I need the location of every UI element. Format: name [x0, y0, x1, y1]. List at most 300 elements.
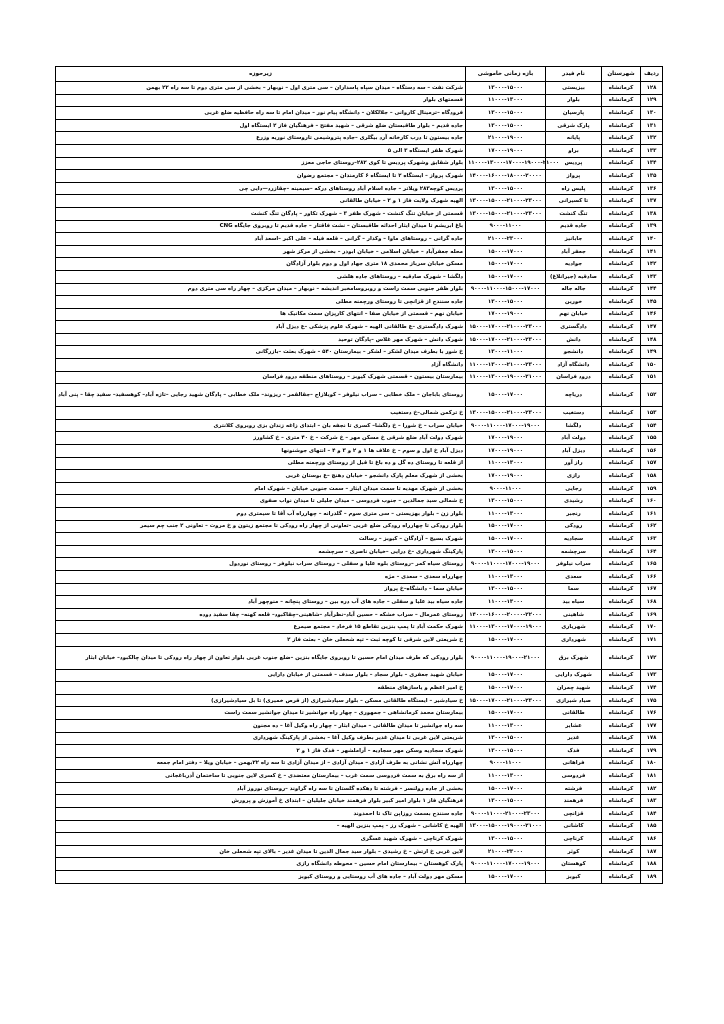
- table-row: [56, 220, 663, 233]
- cell-area: بلوار ظفر جنوبی سمت راست و روبروسامخبر اندیشه – نوبهار – میدان مرکزی – چهار راه سی متری دوم: [56, 283, 466, 296]
- cell-feeder: جاده قدیم: [546, 220, 602, 233]
- cell-area: سه راه جوانشیر تا میدان طالقانی – میدان ابثار – چهار راه وکیل آغا – ده مجنون: [56, 719, 466, 732]
- cell-time: ۱۳۰۰۰-۱۵۰۰۰: [466, 583, 546, 596]
- cell-time: ۱۷۰۰۰-۱۹۰۰۰: [466, 308, 546, 321]
- cell-area: پارکینگ شهرداری –خ درایی –خیابان ناصری – سرچشمه: [56, 545, 466, 558]
- cell-index: ۱۷۴: [641, 682, 663, 695]
- cell-time: ۲۱۰۰۰-۱۹۰۰۰: [466, 132, 546, 145]
- cell-time: ۱۷۰۰۰-۱۹۰۰۰: [466, 144, 546, 157]
- cell-area: شریعتی لاین غربی تا میدان غدیر بطرف وکیل آغا – بخشی از پارکینگ شهرداری: [56, 732, 466, 745]
- cell-area: الهیه شهرک ولایت فاز ۱ و ۲ – خیابان طالقانی: [56, 195, 466, 208]
- table-row: [56, 333, 663, 346]
- table-row: [56, 207, 663, 220]
- cell-time: ۹۰۰۰-۱۱۰۰۰-۱۷۰۰۰-۱۹۰۰۰: [466, 558, 546, 571]
- table-row: [56, 845, 663, 858]
- cell-area: روستای عمرمال – سراب خشکه – حسین آباد–نظرآباد –شاهینی–چقاکبود– قلعه کهنه– چقا سفید دوده: [56, 608, 466, 621]
- cell-feeder: پایانه: [546, 132, 602, 145]
- cell-feeder: رازی: [546, 470, 602, 483]
- cell-time: ۱۳۰۰۰-۱۵۰۰۰: [466, 296, 546, 309]
- cell-feeder: سما: [546, 583, 602, 596]
- cell-time: ۱۴۰۰۰-۱۶۰۰۰-۲۰۰۰۰-۲۲۰۰۰: [466, 608, 546, 621]
- cell-area: روستای سیاه کمر –روستای بلوه علیا و سفلی – روستای سراب نیلوفر – روستای نوردول: [56, 558, 466, 571]
- cell-feeder: راز آور: [546, 457, 602, 470]
- cell-feeder: پرواز: [546, 170, 602, 183]
- cell-feeder: دانشجو: [546, 346, 602, 359]
- cell-province: کرمانشاه: [602, 245, 641, 258]
- cell-province: کرمانشاه: [602, 220, 641, 233]
- cell-province: کرمانشاه: [602, 170, 641, 183]
- cell-time: ۱۴۰۰۰-۱۶۰۰۰-۱۸۰۰۰-۲۰۰۰۰: [466, 170, 546, 183]
- cell-province: کرمانشاه: [602, 570, 641, 583]
- header-feeder: نام فیدر: [546, 67, 602, 82]
- table-row: [56, 545, 663, 558]
- cell-feeder: تا کسیرانی: [546, 195, 602, 208]
- cell-index: ۱۴۹: [641, 346, 663, 359]
- cell-time: ۱۳۰۰۰-۱۵۰۰۰: [466, 732, 546, 745]
- cell-index: ۱۶۶: [641, 570, 663, 583]
- cell-index: ۱۳۸: [641, 207, 663, 220]
- cell-area: جاده گرانی – روستاهای ماوا – وکدار – گرانی – قلعه فیله – علی اکبر –اسعد آباد: [56, 233, 466, 246]
- cell-area: بلوار شقایق وشهرک پردیس تا کوی ۲۸۲–روستای حاجی معزز: [56, 157, 466, 170]
- table-row: [56, 94, 663, 107]
- cell-index: ۱۵۲: [641, 384, 663, 407]
- cell-area: از قلعه تا روستای ده گل و ده باغ تا قبل از روستای ورچمنه مطلی: [56, 457, 466, 470]
- table-row: [56, 508, 663, 521]
- cell-time: ۱۱۰۰۰-۱۳۰۰۰: [466, 570, 546, 583]
- cell-index: ۱۸۴: [641, 808, 663, 821]
- cell-area: بلوار رودکی که طرف میدان امام حسین تا روبروی جایگاه بنزین –ضلع جنوب غربی بلوار تعاون از چهار راه رودکی تا میدان چالکبود– خیابان ابثار: [56, 646, 466, 669]
- cell-area: جاده قدیم – بلوار طاقبستان ضلع شرقی – شهید مفتح – فرهنگیان فاز ۲ ایستگاه اول: [56, 119, 466, 132]
- cell-province: کرمانشاه: [602, 694, 641, 707]
- cell-province: کرمانشاه: [602, 119, 641, 132]
- cell-time: ۱۷۰۰۰-۱۹۰۰۰: [466, 432, 546, 445]
- cell-province: کرمانشاه: [602, 457, 641, 470]
- cell-index: ۱۶۱: [641, 508, 663, 521]
- cell-index: ۱۳۱: [641, 119, 663, 132]
- table-row: [56, 245, 663, 258]
- cell-area: شهرک کرناچی – شهرک شهید عسگری: [56, 833, 466, 846]
- cell-time: ۱۳۰۰۰-۱۵۰۰۰-۲۱۰۰۰-۲۳۰۰۰: [466, 195, 546, 208]
- cell-feeder: پارسیان: [546, 107, 602, 120]
- table-row: [56, 107, 663, 120]
- table-row: [56, 520, 663, 533]
- cell-index: ۱۸۱: [641, 770, 663, 783]
- cell-index: ۱۲۸: [641, 82, 663, 95]
- table-row: [56, 371, 663, 384]
- cell-index: ۱۳۳: [641, 144, 663, 157]
- cell-feeder: صیاد شیرازی: [546, 694, 602, 707]
- cell-index: ۱۵۳: [641, 407, 663, 420]
- cell-area: شرکت نفت – سه دستگاه – میدان سپاه پاسداران – سی متری اول – نوبهار – بخشی از سی متری دوم تا سه راه ۲۲ بهمن: [56, 82, 466, 95]
- cell-time: ۱۱۰۰۰-۱۳۰۰۰-۱۷۰۰۰-۱۹۰۰۰: [466, 621, 546, 634]
- cell-index: ۱۶۸: [641, 596, 663, 609]
- table-row: [56, 719, 663, 732]
- table-row: [56, 182, 663, 195]
- table-row: [56, 596, 663, 609]
- cell-area: شهرک دولت آباد ضلع شرقی خ مسکن مهر – خ شرکت – خ ۴۰ متری – خ کشاورز: [56, 432, 466, 445]
- cell-index: ۱۷۸: [641, 732, 663, 745]
- cell-province: کرمانشاه: [602, 782, 641, 795]
- cell-province: کرمانشاه: [602, 82, 641, 95]
- cell-area: جاده سنندج از قزانچی تا روستای ورچمنه مطلی: [56, 296, 466, 309]
- cell-index: ۱۸۲: [641, 782, 663, 795]
- cell-time: ۱۵۰۰۰-۱۷۰۰۰-۲۱۰۰۰-۲۳۰۰۰: [466, 321, 546, 334]
- header-area: زیرحوزه: [56, 67, 466, 82]
- table-row: [56, 820, 663, 833]
- table-row: [56, 633, 663, 646]
- cell-area: قسمتی از خیابان تنگ کنشت – شهرک ظفر ۳ – شهرک تکاور – پادگان تنگ کنشت: [56, 207, 466, 220]
- cell-area: دلگشا – شهرک صادقیه – روستاهای جاده هلشی: [56, 270, 466, 283]
- table-row: [56, 646, 663, 669]
- cell-time: ۱۱۰۰۰-۱۳۰۰۰: [466, 770, 546, 783]
- table-row: [56, 482, 663, 495]
- cell-feeder: فراهانی: [546, 757, 602, 770]
- cell-time: ۱۵۰۰۰-۱۷۰۰۰: [466, 384, 546, 407]
- cell-feeder: جاله جاله: [546, 283, 602, 296]
- cell-province: کرمانشاه: [602, 545, 641, 558]
- cell-area: جاده بیستون تا درب کارخانه آرد بیگلری –جاده پتروشیمی تاروستای نوریه وزرع: [56, 132, 466, 145]
- cell-index: ۱۶۷: [641, 583, 663, 596]
- cell-feeder: درود فراسان: [546, 371, 602, 384]
- cell-feeder: سجادیه: [546, 533, 602, 546]
- cell-index: ۱۷۲: [641, 646, 663, 669]
- cell-time: ۱۵۰۰۰-۱۷۰۰۰: [466, 782, 546, 795]
- cell-time: ۱۳۰۰۰-۱۵۰۰۰: [466, 82, 546, 95]
- cell-feeder: فرشته: [546, 782, 602, 795]
- table-row: [56, 321, 663, 334]
- cell-time: ۱۵۰۰۰-۱۷۰۰۰: [466, 707, 546, 720]
- cell-time: ۱۱۰۰۰-۱۳۰۰۰: [466, 457, 546, 470]
- cell-time: ۱۵۰۰۰-۱۷۰۰۰-۲۱۰۰۰-۲۳۰۰۰: [466, 694, 546, 707]
- table-row: [56, 833, 663, 846]
- table-row: [56, 682, 663, 695]
- cell-feeder: بیزیستی: [546, 82, 602, 95]
- cell-index: ۱۷۵: [641, 694, 663, 707]
- cell-province: کرمانشاه: [602, 207, 641, 220]
- cell-province: کرمانشاه: [602, 384, 641, 407]
- cell-feeder: براو: [546, 144, 602, 157]
- cell-province: کرمانشاه: [602, 359, 641, 372]
- cell-feeder: دانش: [546, 333, 602, 346]
- cell-time: ۹۰۰۰-۱۱۰۰۰-۲۱۰۰۰-۲۳۰۰۰: [466, 808, 546, 821]
- cell-area: روستای باباجان – ملک خطابی – سراب نیلوفر – کوبلازاج –جقالقمر – ریزوند– ملک خطابی – پادگان شهید رجایی –تازه آباد– کوهسفید– سفید چقا – پنی آباد: [56, 384, 466, 407]
- cell-area: شهرک حکمت آباد تا پمپ بنزین تقاطع ۱۵ فرخاد – مجتمع صیمرع: [56, 621, 466, 634]
- cell-province: کرمانشاه: [602, 633, 641, 646]
- cell-index: ۱۴۴: [641, 283, 663, 296]
- cell-time: ۹۰۰۰-۱۱۰۰۰: [466, 482, 546, 495]
- cell-index: ۱۸۷: [641, 845, 663, 858]
- cell-index: ۱۶۳: [641, 533, 663, 546]
- cell-feeder: فدک: [546, 745, 602, 758]
- cell-index: ۱۳۴: [641, 157, 663, 170]
- cell-province: کرمانشاه: [602, 508, 641, 521]
- cell-time: ۹۰۰۰-۱۱۰۰۰-۱۵۰۰۰-۱۷۰۰۰: [466, 283, 546, 296]
- cell-province: کرمانشاه: [602, 482, 641, 495]
- header-time: بازه زمانی خاموشی: [466, 67, 546, 82]
- cell-index: ۱۶۰: [641, 495, 663, 508]
- cell-time: ۱۵۰۰۰-۱۷۰۰۰: [466, 245, 546, 258]
- cell-feeder: شهرک برق: [546, 646, 602, 669]
- cell-time: ۱۳۰۰۰-۱۵۰۰۰-۱۹۰۰۰-۲۱۰۰۰: [466, 820, 546, 833]
- table-row: [56, 583, 663, 596]
- cell-area: قسمتهای بلوار: [56, 94, 466, 107]
- cell-area: دیزل آباد خ اول و سوم – خ علاف ها ۱ و ۲ و ۳ و ۴ – انتهای جوشنونها: [56, 445, 466, 458]
- cell-index: ۱۵۶: [641, 445, 663, 458]
- cell-feeder: شاهینی: [546, 608, 602, 621]
- cell-index: ۱۸۵: [641, 820, 663, 833]
- cell-feeder: فرهمند: [546, 795, 602, 808]
- cell-province: کرمانشاه: [602, 195, 641, 208]
- header-index: ردیف: [641, 67, 663, 82]
- table-row: [56, 407, 663, 420]
- cell-area: باغ ابریشم تا میدان ایثار احداثه طاقبستان – نشت فاقتار – جاده قدیم تا روبروی جایگاه CNG: [56, 220, 466, 233]
- table-row: [56, 157, 663, 170]
- cell-feeder: کوهستان: [546, 858, 602, 871]
- outage-schedule-table: [55, 66, 663, 884]
- cell-area: چهارراه آتش نشانی به طرف آزادی – میدان آزادی – از میدان آزادی تا سه راه ۲۲بهمن – خیابان ویلا – دفتر امام جمعه: [56, 757, 466, 770]
- cell-feeder: طالقانی: [546, 707, 602, 720]
- cell-province: کرمانشاه: [602, 558, 641, 571]
- table-row: [56, 621, 663, 634]
- cell-area: خ شور با بطرف میدان لشکر – لشکر – بیمارستان ۵۴۰ – شهرک بعثت –بازرگانی: [56, 346, 466, 359]
- cell-index: ۱۵۱: [641, 371, 663, 384]
- cell-time: ۹۰۰۰-۱۱۰۰۰-۱۷۰۰۰-۱۹۰۰۰: [466, 858, 546, 871]
- cell-feeder: غدیر: [546, 732, 602, 745]
- cell-area: الهیه خ کاشانی – شهرک رز – پمپ بنزین الهیه –: [56, 820, 466, 833]
- cell-area: بخشی از جاده رولنسر – فرشته تا دهکده گلستان تا سه راه گراوند –روستای نوروز آباد: [56, 782, 466, 795]
- table-row: [56, 82, 663, 95]
- cell-index: ۱۴۱: [641, 245, 663, 258]
- cell-province: کرمانشاه: [602, 871, 641, 884]
- cell-feeder: سیاه بید: [546, 596, 602, 609]
- table-row: [56, 419, 663, 432]
- cell-area: پردیس کوچه۲۸۳ ویلاتر – جاده اسلام آباد روستاهای درکه –سیمینه –چقازرد—دایی چی: [56, 182, 466, 195]
- cell-feeder: قزانچی: [546, 808, 602, 821]
- cell-time: ۱۳۰۰۰-۱۵۰۰۰: [466, 495, 546, 508]
- cell-area: خ سیادشیر – ایستگاه طالقانی مسکن – بلوار سیادشیرازی (از قرص خمیری) تا بل سیادشیرازی): [56, 694, 466, 707]
- cell-feeder: جوادیه: [546, 258, 602, 271]
- cell-feeder: دولت آباد: [546, 432, 602, 445]
- cell-time: ۹۰۰۰-۱۱۰۰۰-۱۷۰۰۰-۱۹۰۰۰: [466, 419, 546, 432]
- cell-time: ۱۵۰۰۰-۱۷۰۰۰: [466, 871, 546, 884]
- table-row: [56, 270, 663, 283]
- table-row: [56, 445, 663, 458]
- table-row: [56, 669, 663, 682]
- cell-area: بیمارستان بیستون – قسمتی شهرک کیوبز – روستاهای منطقه درود فراسان: [56, 371, 466, 384]
- cell-feeder: رجایی: [546, 482, 602, 495]
- cell-province: کرمانشاه: [602, 470, 641, 483]
- table-row: [56, 470, 663, 483]
- cell-index: ۱۷۶: [641, 707, 663, 720]
- cell-feeder: خورین: [546, 296, 602, 309]
- cell-time: ۱۱۰۰۰-۱۳۰۰۰-۲۱۰۰۰-۲۳۰۰۰: [466, 359, 546, 372]
- cell-province: کرمانشاه: [602, 820, 641, 833]
- cell-feeder: دادگستری: [546, 321, 602, 334]
- table-row: [56, 432, 663, 445]
- cell-time: ۱۵۰۰۰-۱۷۰۰۰: [466, 258, 546, 271]
- cell-area: خ ترکمن شمالی–خ دستغیب: [56, 407, 466, 420]
- table-row: [56, 871, 663, 884]
- cell-feeder: کوثر: [546, 845, 602, 858]
- table-row: [56, 195, 663, 208]
- cell-feeder: دیزل آباد: [546, 445, 602, 458]
- cell-index: ۱۶۲: [641, 520, 663, 533]
- cell-province: کرمانشاه: [602, 669, 641, 682]
- cell-area: فرهنگیان فاز ۱ بلوار امیر کبیر بلوار فرهمند خیابان جلیلیان – ابتدای خ آموزش و پرورش: [56, 795, 466, 808]
- cell-province: کرمانشاه: [602, 732, 641, 745]
- table-row: [56, 233, 663, 246]
- cell-index: ۱۳۲: [641, 132, 663, 145]
- cell-province: کرمانشاه: [602, 520, 641, 533]
- cell-time: ۱۳۰۰۰-۱۵۰۰۰: [466, 833, 546, 846]
- cell-time: ۱۳۰۰۰-۱۵۰۰۰: [466, 107, 546, 120]
- table-row: [56, 144, 663, 157]
- table-row: [56, 732, 663, 745]
- cell-time: ۱۳۰۰۰-۱۵۰۰۰: [466, 182, 546, 195]
- cell-index: ۱۳۰: [641, 107, 663, 120]
- cell-time: ۱۱۰۰۰-۱۳۰۰۰-۱۷۰۰۰-۱۹۰۰۰-۲۱۰۰۰: [466, 157, 546, 170]
- cell-province: کرمانشاه: [602, 795, 641, 808]
- cell-feeder: رنجبر: [546, 508, 602, 521]
- cell-feeder: جعفر آباد: [546, 245, 602, 258]
- cell-province: کرمانشاه: [602, 432, 641, 445]
- cell-province: کرمانشاه: [602, 770, 641, 783]
- cell-feeder: کرناچی: [546, 833, 602, 846]
- cell-time: ۱۱۰۰۰-۱۳۰۰۰: [466, 596, 546, 609]
- cell-index: ۱۴۵: [641, 296, 663, 309]
- cell-province: کرمانشاه: [602, 608, 641, 621]
- cell-area: دانشگاه آزاد: [56, 359, 466, 372]
- table-row: [56, 359, 663, 372]
- cell-index: ۱۴۲: [641, 258, 663, 271]
- cell-province: کرمانشاه: [602, 845, 641, 858]
- cell-time: ۱۵۰۰۰-۱۷۰۰۰: [466, 669, 546, 682]
- cell-province: کرمانشاه: [602, 858, 641, 871]
- cell-index: ۱۴۶: [641, 308, 663, 321]
- cell-province: کرمانشاه: [602, 445, 641, 458]
- cell-area: مسکن خیابان سرباز محمدی ۱۸ متری جهاد اول و دوم بلوار آزادگان: [56, 258, 466, 271]
- cell-province: کرمانشاه: [602, 833, 641, 846]
- table-row: [56, 495, 663, 508]
- table-row: [56, 745, 663, 758]
- cell-feeder: جابانیز: [546, 233, 602, 246]
- table-row: [56, 283, 663, 296]
- cell-index: ۱۳۷: [641, 195, 663, 208]
- cell-province: کرمانشاه: [602, 233, 641, 246]
- table-row: [56, 384, 663, 407]
- header-province: شهرستان: [602, 67, 641, 82]
- cell-province: کرمانشاه: [602, 419, 641, 432]
- cell-feeder: دستغیب: [546, 407, 602, 420]
- cell-feeder: عشایر: [546, 719, 602, 732]
- cell-area: چهارراه سعدی – سعدی – مژه: [56, 570, 466, 583]
- cell-time: ۹۰۰۰-۱۱۰۰۰-۱۹۰۰۰-۲۱۰۰۰: [466, 646, 546, 669]
- cell-area: خ شمالی سید جمالدین – جنوب فردوسی – میدان جلیلی تا میدان نواب صفوی: [56, 495, 466, 508]
- cell-feeder: دلگشا: [546, 419, 602, 432]
- cell-area: جاده سیاه بید علیا و سفلی – جاده های آب دره بین – روستای پنچانه – منوچهر آباد: [56, 596, 466, 609]
- cell-index: ۱۶۴: [641, 545, 663, 558]
- table-row: [56, 457, 663, 470]
- cell-time: ۱۵۰۰۰-۱۷۰۰۰: [466, 633, 546, 646]
- cell-time: ۱۷۰۰۰-۱۹۰۰۰: [466, 470, 546, 483]
- cell-index: ۱۴۷: [641, 321, 663, 334]
- cell-index: ۱۵۴: [641, 419, 663, 432]
- cell-feeder: رشیدی: [546, 495, 602, 508]
- cell-province: کرمانشاه: [602, 757, 641, 770]
- cell-time: ۹۰۰۰-۱۱۰۰۰: [466, 220, 546, 233]
- cell-time: ۱۳۰۰۰-۱۵۰۰۰-۲۱۰۰۰-۲۳۰۰۰: [466, 207, 546, 220]
- cell-province: کرمانشاه: [602, 596, 641, 609]
- cell-area: شهرک دادگستری –ع طالقانی الهیه – شهرک علوم پزشکی –ع دیزل آباد: [56, 321, 466, 334]
- cell-province: کرمانشاه: [602, 144, 641, 157]
- cell-province: کرمانشاه: [602, 371, 641, 384]
- cell-index: ۱۶۹: [641, 608, 663, 621]
- cell-index: ۱۷۱: [641, 633, 663, 646]
- cell-province: کرمانشاه: [602, 707, 641, 720]
- cell-feeder: شهرک دارایی: [546, 669, 602, 682]
- cell-time: ۲۱۰۰۰-۲۳۰۰۰: [466, 233, 546, 246]
- cell-feeder: شهریاری: [546, 621, 602, 634]
- cell-province: کرمانشاه: [602, 646, 641, 669]
- cell-area: خ امیر اعظم و یاسازهای منطقه: [56, 682, 466, 695]
- cell-province: کرمانشاه: [602, 296, 641, 309]
- cell-feeder: دریاچه: [546, 384, 602, 407]
- cell-province: کرمانشاه: [602, 583, 641, 596]
- table-row: [56, 296, 663, 309]
- cell-time: ۱۵۰۰۰-۱۷۰۰۰: [466, 270, 546, 283]
- cell-time: ۱۵۰۰۰-۱۷۰۰۰: [466, 682, 546, 695]
- cell-index: ۱۳۶: [641, 182, 663, 195]
- cell-area: شهرک دانش – شهرک مهر غلاس –پادگان توحید: [56, 333, 466, 346]
- cell-province: کرمانشاه: [602, 682, 641, 695]
- cell-feeder: پردیس: [546, 157, 602, 170]
- table-row: [56, 770, 663, 783]
- table-row: [56, 570, 663, 583]
- cell-feeder: کاشانی: [546, 820, 602, 833]
- cell-area: بلوار رودکی تا چهارراه رودکی ضلع غربی –تعاونی از چهار راه رودکی تا مجتمع زیتون و خ مروت – تعاونی ۲ جنب چم سیمر: [56, 520, 466, 533]
- cell-index: ۱۳۹: [641, 220, 663, 233]
- table-row: [56, 808, 663, 821]
- cell-index: ۱۷۳: [641, 669, 663, 682]
- cell-area: خ شریعتی لاین شرقی تا کوچه ثبت – تپه شحعلی خان – بعثت فاز ۲: [56, 633, 466, 646]
- cell-time: ۱۳۰۰۰-۱۱۰۰۰: [466, 346, 546, 359]
- cell-province: کرمانشاه: [602, 495, 641, 508]
- cell-province: کرمانشاه: [602, 621, 641, 634]
- cell-feeder: سراب نیلوفر: [546, 558, 602, 571]
- cell-time: ۱۳۰۰۰-۱۵۰۰۰: [466, 119, 546, 132]
- table-row: [56, 782, 663, 795]
- cell-index: ۱۷۹: [641, 745, 663, 758]
- cell-area: خیابان سما – دانشگاه–خ پرواز: [56, 583, 466, 596]
- cell-province: کرمانشاه: [602, 321, 641, 334]
- cell-area: شهرک سجادیه وسکن مهر سجادیه – آراملشهر – فدک فاز ۱ و ۲: [56, 745, 466, 758]
- table-row: [56, 533, 663, 546]
- cell-index: ۱۵۹: [641, 482, 663, 495]
- cell-feeder: رودکی: [546, 520, 602, 533]
- cell-feeder: خیابان نهم: [546, 308, 602, 321]
- cell-province: کرمانشاه: [602, 346, 641, 359]
- cell-time: ۱۳۰۰۰-۱۵۰۰۰: [466, 745, 546, 758]
- cell-feeder: شهید چمران: [546, 682, 602, 695]
- cell-feeder: پلیس راه: [546, 182, 602, 195]
- cell-feeder: شهرداری: [546, 633, 602, 646]
- cell-area: فرودگاه –ترمینال کاروانی – جلالکلان – دانشگاه پیام نور – میدان امام تا سه راه حافظیه ضلع غربی: [56, 107, 466, 120]
- cell-index: ۱۲۹: [641, 94, 663, 107]
- cell-feeder: بلوار: [546, 94, 602, 107]
- cell-area: از سه راه برق به سمت فردوسی سمت غرب – بیمارستان معتضدی – خ کسری لاین جنوبی تا ساختمان آذرباغجانی: [56, 770, 466, 783]
- table-row: [56, 558, 663, 571]
- cell-area: محله جعفرآباد – خیابان اسلامی – خیابان ابوذر – بخشی از مرکز شهر: [56, 245, 466, 258]
